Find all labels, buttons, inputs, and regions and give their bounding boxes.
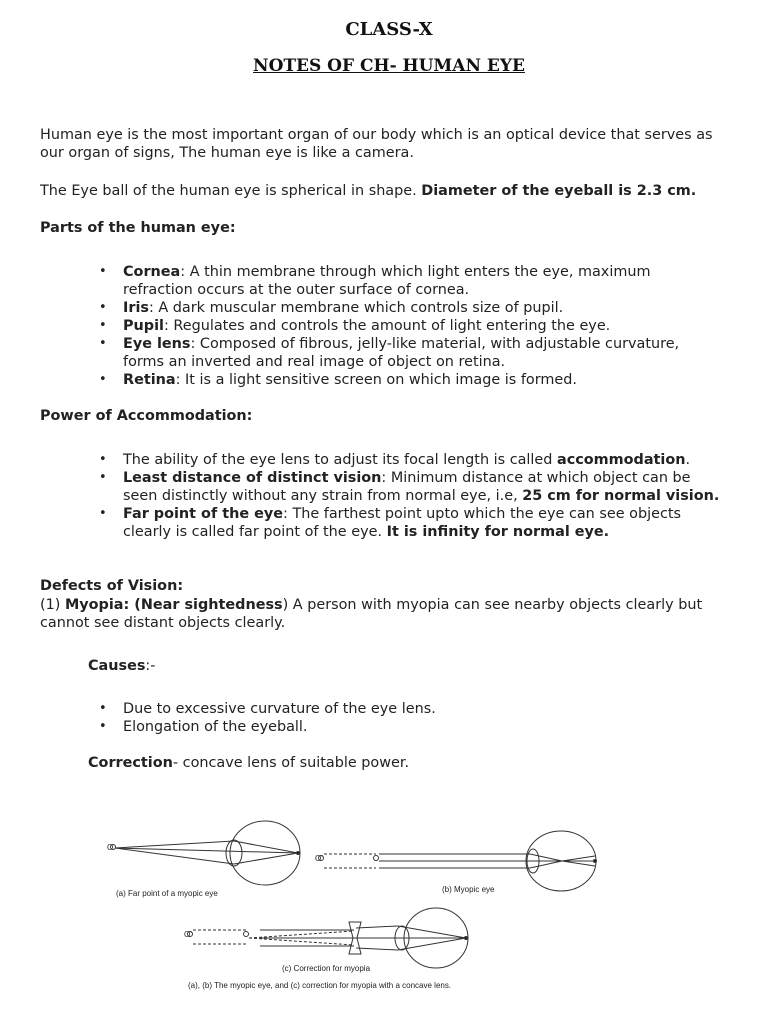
caption-c: (c) Correction for myopia [282,964,371,973]
accommodation-list [123,451,723,541]
acc-bold: accommodation [557,452,686,468]
causes-list [123,700,723,736]
parts-heading: Parts of the human eye: [40,220,236,236]
part-term: Retina [123,372,176,388]
list-item: • Due to excessive curvature of the eye lens. [123,700,723,718]
list-item: • Elongation of the eyeball. [123,718,723,736]
part-term: Iris [123,300,149,316]
list-item [123,505,723,541]
myopia-prefix: (1) [40,597,65,613]
part-desc: : A dark muscular membrane which controls size of pupil. [148,300,564,316]
causes-heading [88,657,768,675]
caption-a: (a) Far point of a myopic eye [116,889,218,898]
caption-b: (b) Myopic eye [442,885,495,894]
list-item [123,299,723,317]
part-term: Eye lens [123,336,191,352]
list-item [123,451,723,469]
myopia-paragraph [40,596,740,632]
correction-label: Correction [88,755,173,771]
lens-a [226,840,242,866]
part-desc: : A thin membrane through which light enters the eye, maximum refraction occurs at the outer surface of cornea. [123,264,651,298]
myopia-desc: ) A person with myopia can see nearby objects clearly but cannot see distant objects clearly. [40,597,703,631]
defects-heading: Defects of Vision: [40,578,184,594]
part-desc: : Composed of fibrous, jelly-like material, with adjustable curvature, forms an inverted and real image of object on retina. [123,336,680,370]
part-desc: : Regulates and controls the amount of light entering the eye. [163,318,611,334]
label-o-b: O' [315,854,323,863]
myopia-figure [100,810,620,1000]
causes-suffix: :- [145,658,156,674]
acc-text: The ability of the eye lens to adjust its focal length is called [123,452,557,468]
list-item [123,371,723,389]
caption-main: (a), (b) The myopic eye, and (c) correction for myopia with a concave lens. [188,981,452,990]
part-term: Pupil [123,318,164,334]
part-desc: : It is a light sensitive screen on which image is formed. [175,372,577,388]
myopia-term: Myopia: (Near sightedness [64,597,283,613]
parts-list [123,263,723,389]
list-item [123,317,723,335]
label-o-a: O [107,843,114,852]
acc-term: Least distance of distinct vision [123,470,382,486]
acc-text: : The farthest point upto which the eye can see objects clearly is called far point of the eye. [123,506,681,540]
diagram-b [319,831,597,891]
acc-text: : Minimum distance at which object can be seen distinctly without any strain from normal eye, i.e, [123,470,691,504]
eyeball-diameter: Diameter of the eyeball is 2.3 cm. [421,183,697,199]
acc-end: . [685,452,691,468]
list-item [123,335,723,371]
diagram-c [188,908,469,968]
label-o-c: O' [184,930,192,939]
list-item [123,263,723,299]
class-title: CLASS-X [345,19,433,40]
causes-label: Causes [88,658,146,674]
acc-term: Far point of the eye [123,506,284,522]
list-item [123,469,723,505]
acc-bold: 25 cm for normal vision. [522,488,720,504]
correction-text: - concave lens of suitable power. [172,755,410,771]
intro-paragraph: Human eye is the most important organ of our body which is an optical device that serves as our organ of signs, The human eye is like a camera. [40,127,713,161]
eyeball-text: The Eye ball of the human eye is spherical in shape. [40,183,422,199]
diagram-a [111,821,301,885]
acc-bold: It is infinity for normal eye. [386,524,610,540]
notes-title: NOTES OF CH- HUMAN EYE [253,56,525,76]
part-term: Cornea [123,264,181,280]
eyeball-paragraph [40,182,740,200]
correction-line [88,754,768,772]
accommodation-heading: Power of Accommodation: [40,408,253,424]
